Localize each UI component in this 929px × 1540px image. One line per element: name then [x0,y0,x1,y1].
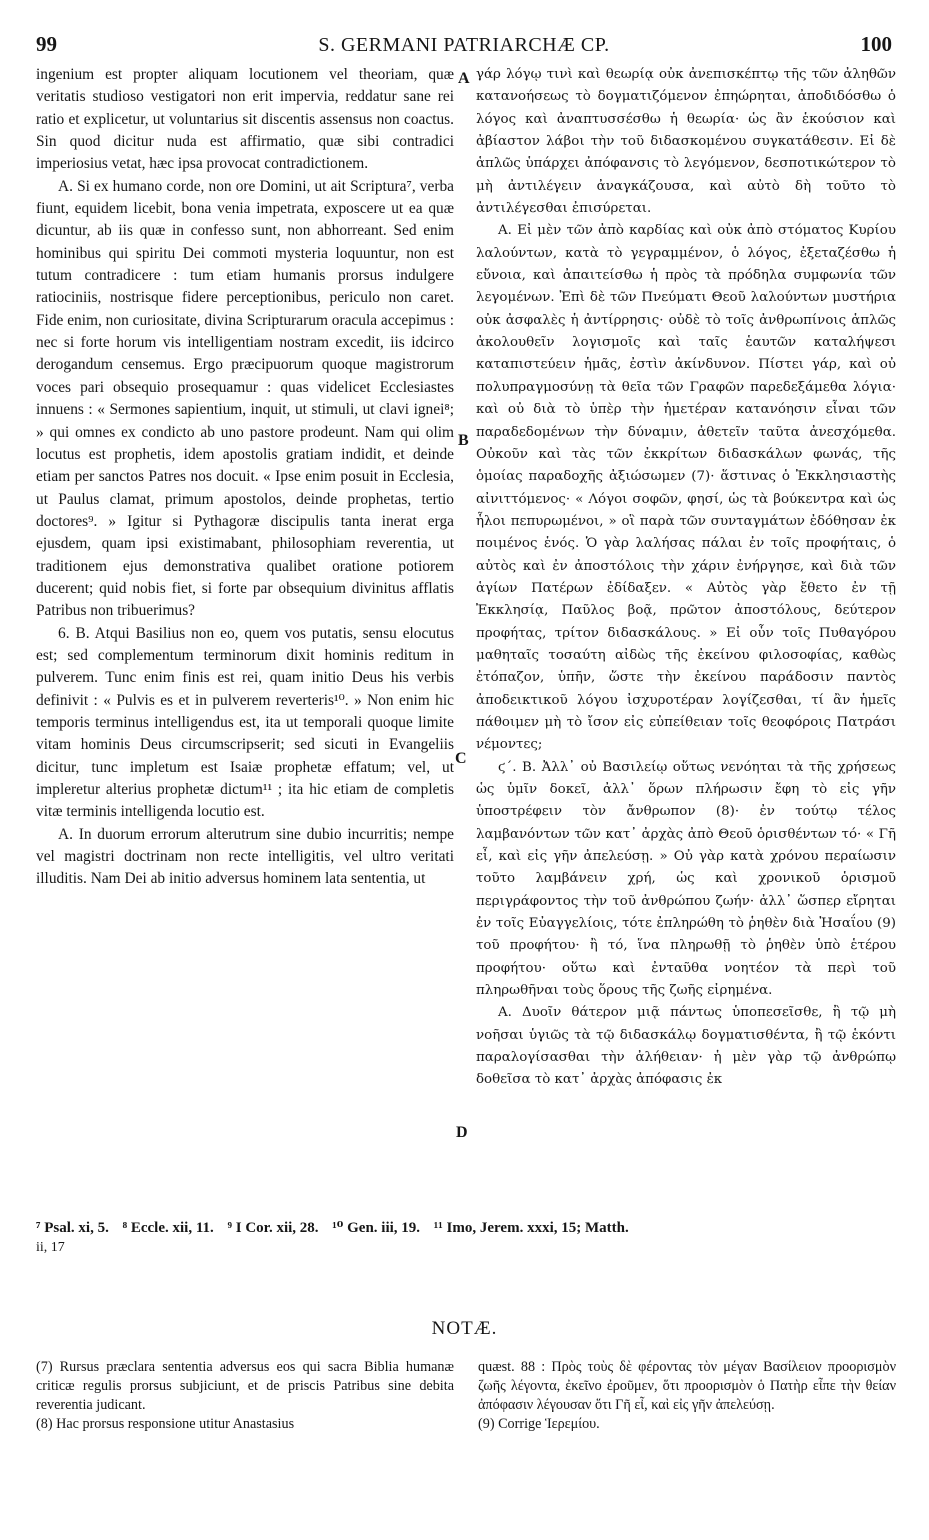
notes-left-column [36,1358,454,1434]
notes-right-column [478,1358,896,1434]
footnotes [36,1218,892,1237]
page-header [36,28,892,62]
footnote: ⁹ I Cor. xii, 28. [227,1220,319,1236]
latin-paragraph: ingenium est propter aliquam locutionem vel theoriam, quæ veritatis studioso vestigatori non erit impervia, reddatur sane rei ratio et explicetur, ut voluntarius sit discentis assensus non coactus. Sin quod dicitur nuda est affirmatio, quæ sibi contradici imperiosius vetat, hæc ipsa provocat contradictionem. [36,66,454,173]
footnote-continuation: ii, 17 [36,1240,65,1255]
latin-paragraph: 6. B. Atqui Basilius non eo, quem vos putatis, sensu elocutus est; sed complementum terminorum dixit hominis reditum in pulverem. Tunc enim finis est rei, quam initio Deus his verbis definivit : « Pulvis es et in pulverem reverteris¹⁰. » Non enim hic temporis terminus intelligendus est, ita ut temporali quoque limite vitam hominis Deus circumscripserit; sed sicuti in Evangeliis dicitur, tunc impletum est Isaiæ prophetæ effatum; vel, ut impleretur alterius prophetæ dictum¹¹ ; ita hic etiam de completis vitæ terminis intelligenda locutio est. [36,624,454,821]
latin-paragraph: A. Si ex humano corde, non ore Domini, ut ait Scriptura⁷, verba fiunt, equidem licebit, bona venia impetrata, exposcere ut ea quæ dicuntur, ab iis quæ in confesso sunt, non abhorreant. Sed enim hominibus qui spiritu Dei commoti mysteria loquuntur, non est tutum contradicere : tum etiam humanis prorsus indulgere ratiociniis, nostrisque fidere perceptionibus, periculo non caret. Fide enim, non curiositate, divina Scripturarum oracula accepimus : nec si forte horum vis intelligentiam nostram excedit, iis idcirco derogandum censemus. Ergo præcipuorum quoque magistrorum voces pari obsequio prosequamur : quas videlicet Ecclesiastes innuens : « Sermones sapientium, inquit, ut stimuli, ut clavi ignei⁸; » qui omnes ex condicto ab uno pastore prodeunt. Nam qui olim locutus est prophetis, idem apostolis gratiam indidit, et deinde etiam per sanctos Patres nos docuit. « Ipse enim posuit in Ecclesia, ut Paulus clamat, primum apostolos, deinde prophetas, tertio doctores⁹. » Igitur si Pythagoræ discipulis tanta inerat erga ejusdem, quam ipsi existimabant, philosophiam reverentia, ut traditionem ejus demonstrativa qualibet oratione potiorem ducerent; quid nobis fiet, si forte par obsequium divinitus afflatis Patribus non tribuerimus? [36,177,454,620]
footnote: ¹⁰ Gen. iii, 19. [332,1220,421,1236]
greek-paragraph: Α. Δυοῖν θάτερον μιᾷ πάντως ὑποπεσεῖσθε, ἢ τῷ μὴ νοῆσαι ὑγιῶς τὰ τῷ διδασκάλῳ δογματισθέντα, ἢ τῷ ἑκόντι παραλογίσασθαι τὴν ἀλήθειαν· ἡ μὲν γὰρ τῷ ἀνθρώπῳ δοθεῖσα τὸ κατ᾽ ἀρχὰς ἀπόφασις ἐκ [476,1005,896,1088]
footnote: ⁷ Psal. xi, 5. [36,1220,109,1236]
greek-column [476,64,896,1092]
page-number-left: 99 [36,32,57,56]
margin-letter-d: D [456,1124,468,1141]
greek-paragraph: γάρ λόγῳ τινὶ καὶ θεωρίᾳ οὐκ ἀνεπισκέπτῳ τῆς τῶν ἀληθῶν κατανοήσεως τὸ δογματιζόμενον ἐπηώρηται, ἀποδιδόσθω ὁ λόγος καὶ ἀναπτυσσέσθω ἡ θεωρία· ὡς ἂν ἑκούσιον καὶ ἀβίαστον λάβοι τὴν τοῦ διδασκομένου συγκατάθεσιν. Εἰ δὲ ἁπλῶς ὑπάρχει ἀπόφανσις τὸ λεγόμενον, δεσποτικώτερον τὸ μὴ ἀντιλέγειν ἀναγκάζουσα, καὶ αὐτὸ δὴ τοῦτο τὸ ἀντιλέγεσθαι ἐπισύρεται. [476,67,896,217]
latin-column [36,64,454,891]
note: quæst. 88 : Πρὸς τοὺς δὲ φέροντας τὸν μέγαν Βασίλειον προορισμὸν ζωῆς λέγοντα, ἐκεῖνο ἐροῦμεν, ὅτι προορισμὸν ὁ Πατὴρ εἶπε τὴν θείαν ἀπόφασιν λέγουσαν ὅτι Γῆ εἶ, καὶ εἰς γῆν ἀπελεύσῃ. [478,1359,896,1413]
greek-paragraph: ϛ΄. Β. Ἀλλ᾽ οὐ Βασιλείῳ οὕτως νενόηται τὰ τῆς χρήσεως ὡς ὑμῖν δοκεῖ, ἀλλ᾽ ὅρων πλήρωσιν ἔφη τὸ εἰς γῆν ὑποστρέφειν τὸν ἄνθρωπον (8)· ἐν τούτῳ τέλος λαμβανόντων τῶν κατ᾽ ἀρχὰς ἀπὸ Θεοῦ ὁρισθέντων τό· « Γῆ εἶ, καὶ εἰς γῆν ἀπελεύσῃ. » Οὐ γὰρ κατὰ χρόνου περαίωσιν τοῦτο λαμβάνειν χρή, ὡς καὶ χρονικοῦ ὁρισμοῦ περιγράφοντος τὴν τοῦ ἀνθρώπου ζωήν· ἀλλ᾽ ὥσπερ εἴρηται ἐν τοῖς Εὐαγγελίοις, τότε ἐπληρώθη τὸ ῥηθὲν διὰ Ἠσαΐου (9) τοῦ προφήτου· ἢ τό, ἵνα πληρωθῇ τὸ ῥηθὲν ὑπὸ ἑτέρου προφήτου· οὕτω καὶ ἐνταῦθα νοητέον τὰ περὶ τοῦ πληρωθῆναι τοὺς ὅρους τῆς ζωῆς εἰρημένα. [476,759,896,999]
greek-paragraph: Α. Εἰ μὲν τῶν ἀπὸ καρδίας καὶ οὐκ ἀπὸ στόματος Κυρίου λαλούντων, κατὰ τὸ γεγραμμένον, ὁ λόγος, ἐξεταζέσθω ἡ εὔνοια, καὶ ἀπαιτείσθω ἡ πρὸς τὰ πρόδηλα συμφωνία τῶν λεγομένων. Ἐπὶ δὲ τῶν Πνεύματι Θεοῦ λαλούντων μυστήρια οὐκ ἀσφαλὲς ἡ ἀντίρρησις· οὐδὲ τὸ τοῖς ἀνθρωπίνοις ἁπλῶς ἀκολουθεῖν λογισμοῖς καὶ ταῖς ἑαυτῶν καταλήψεσι καταπιστεύειν ἡμᾶς, ἐστὶν ἀκίνδυνον. Πίστει γάρ, καὶ οὐ πολυπραγμοσύνῃ τὰ θεῖα τῶν Γραφῶν παρεδεξάμεθα λόγια· καὶ οὐ διὰ τὸ ὑπὲρ τὴν ἡμετέραν κατανόησιν εἶναι τῶν παραδεδομένων τὴν δύναμιν, ἀθετεῖν ταῦτα ἀνεσχόμεθα. Οὐκοῦν καὶ τὰς τῶν ἐκκρίτων διδασκάλων φωνάς, τῆς ὁμοίας παραδοχῆς ἀξιώσωμεν (7)· ἅστινας ὁ Ἐκκλησιαστὴς αἰνιττόμενος· « Λόγοι σοφῶν, φησί, ὡς τὰ βούκεντρα καὶ ὡς ἧλοι πεπυρωμένοι, » οἳ παρὰ τῶν συνταγμάτων ἐδόθησαν ἐκ ποιμένος ἑνός. Ὁ γὰρ λαλήσας πάλαι ἐν τοῖς προφήταις, ὁ αὐτὸς καὶ ἐν ἀποστόλοις τὴν χάριν ἐνήργησε, καὶ διὰ τῶν ἁγίων Πατέρων ἐδίδαξεν. « Αὐτὸς γὰρ ἔθετο ἐν τῇ Ἐκκλησίᾳ, Παῦλος βοᾷ, πρῶτον ἀποστόλους, δεύτερον προφήτας, τρίτον διδασκάλους. » Εἰ οὖν τοῖς Πυθαγόρου μαθηταῖς τοσαύτη αἰδὼς τῆς ἐκείνου φιλοσοφίας, καθὼς ἐτόπαζον, ὑπῆν, ὥστε τὴν ἐκείνου παράδοσιν παντὸς ἀποδεικτικοῦ λόγου ἰσχυροτέραν λογίζεσθαι, τί ἂν ἡμεῖς πάθοιμεν μὴ τὸ ἴσον εἰς εὐπείθειαν τοῖς θεοφόροις Πατράσι νέμοντες; [476,223,896,753]
margin-letter-c: C [455,750,467,767]
note: (8) Hac prorsus responsione utitur Anastasius [36,1416,295,1432]
margin-letter-b: B [458,432,469,449]
note: (9) Corrige Ἱερεμίου. [478,1416,600,1432]
note: (7) Rursus præclara sententia adversus eos qui sacra Biblia humanæ criticæ regulis prorsus subjiciunt, et de priscis Patribus sine debita reverentia judicant. [36,1359,454,1413]
footnote: ¹¹ Imo, Jerem. xxxi, 15; Matth. [433,1220,629,1236]
margin-letter-a: A [458,70,470,87]
running-title: S. GERMANI PATRIARCHÆ CP. [318,34,610,56]
latin-paragraph: A. In duorum errorum alterutrum sine dubio incurritis; nempe vel magistri doctrinam non recte intelligitis, vel ultro veritati illuditis. Nam Dei ab initio adversus hominem lata sententia, ut [36,825,454,888]
notes-title: NOTÆ. [431,1318,498,1339]
footnote: ⁸ Eccle. xii, 11. [122,1220,214,1236]
page-number-right: 100 [860,32,892,56]
